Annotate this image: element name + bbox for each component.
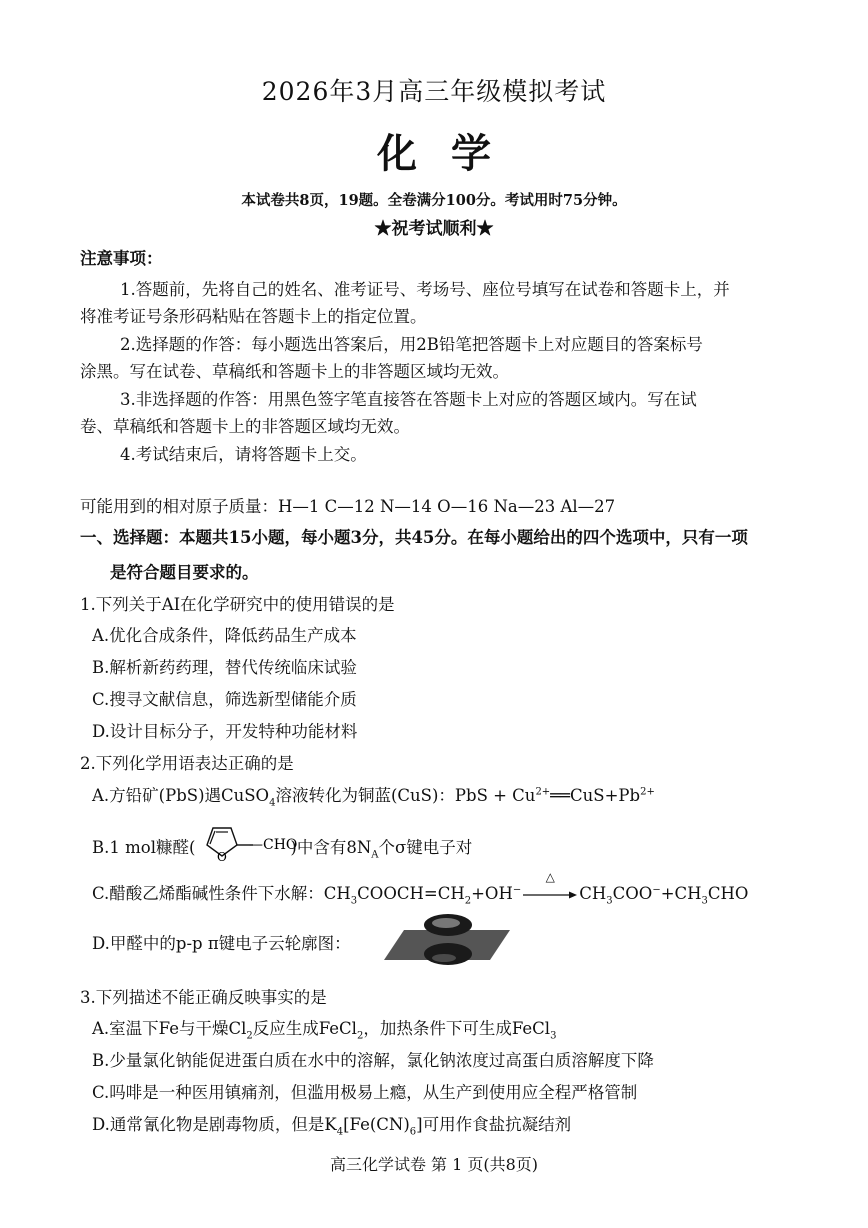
q1-option-d: D.设计目标分子，开发特种功能材料 bbox=[92, 722, 358, 741]
section1-instructions: 一、选择题：本题共15小题，每小题3分，共45分。在每小题给出的四个选项中，只有一项 bbox=[80, 528, 748, 547]
q2-option-a: A.方铅矿(PbS)遇CuSO$_4$溶液转化为铜蓝(CuS)：PbS + $Cu^{2+}══CuS+Pb^{2+}$ bbox=[92, 786, 655, 809]
q2-option-b: B.1 mol糠醛( O —CHO )中含有$8N_A$个σ键电子对 bbox=[92, 818, 472, 862]
note-line: 2.选择题的作答：每小题选出答案后，用2B铅笔把答题卡上对应题目的答案标号 bbox=[120, 335, 703, 354]
heat-symbol: △ bbox=[545, 870, 555, 884]
subject-title: 化学 bbox=[377, 130, 525, 177]
q2-option-c: C.醋酸乙烯酯碱性条件下水解：$CH_3COOCH=CH_2+OH^-$ △ $CH_3COO^-+CH_3CHO$ bbox=[92, 870, 749, 907]
q3-stem: 3.下列描述不能正确反映事实的是 bbox=[80, 988, 327, 1007]
q2-option-d: D.甲醛中的p-p π键电子云轮廓图： bbox=[92, 934, 351, 953]
heat-arrow bbox=[521, 870, 579, 903]
q1-option-a: A.优化合成条件，降低药品生产成本 bbox=[92, 626, 357, 645]
note-line: 涂黑。写在试卷、草稿纸和答题卡上的非答题区域均无效。 bbox=[80, 362, 509, 381]
good-luck-banner: ★祝考试顺利★ bbox=[374, 219, 494, 239]
q3-option-a: A.室温下Fe与干燥$Cl_2$反应生成FeCl$_2$，加热条件下可生成FeCl$_3$ bbox=[92, 1019, 557, 1042]
aldehyde-group-label: —CHO bbox=[249, 837, 298, 853]
q1-stem: 1.下列关于AI在化学研究中的使用错误的是 bbox=[80, 595, 395, 614]
section1-instructions-cont: 是符合题目要求的。 bbox=[110, 563, 259, 582]
q1-option-b: B.解析新药药理，替代传统临床试验 bbox=[92, 658, 357, 677]
note-line: 将准考证号条形码粘贴在答题卡上的指定位置。 bbox=[80, 307, 427, 326]
exam-info: 本试卷共8页，19题。全卷满分100分。考试用时75分钟。 bbox=[241, 192, 627, 209]
furfural-structure-icon bbox=[195, 818, 298, 879]
q1-option-c: C.搜寻文献信息，筛选新型储能介质 bbox=[92, 690, 357, 709]
exam-title: 2026年3月高三年级模拟考试 bbox=[261, 77, 607, 106]
note-line: 4.考试结束后，请将答题卡上交。 bbox=[120, 445, 367, 464]
notes-heading: 注意事项： bbox=[80, 249, 163, 268]
atomic-masses: 可能用到的相对原子质量：H—1 C—12 N—14 O—16 Na—23 Al—27 bbox=[80, 497, 616, 516]
note-line: 卷、草稿纸和答题卡上的非答题区域均无效。 bbox=[80, 417, 410, 436]
pi-bond-electron-cloud-image bbox=[382, 912, 512, 968]
note-line: 3.非选择题的作答：用黑色签字笔直接答在答题卡上对应的答题区域内。写在试 bbox=[120, 390, 697, 409]
page-footer: 高三化学试卷 第 1 页(共8页) bbox=[329, 1155, 539, 1174]
q3-option-d: D.通常氰化物是剧毒物质，但是$K_4[Fe(CN)_6]$可用作食盐抗凝结剂 bbox=[92, 1115, 572, 1138]
q2-stem: 2.下列化学用语表达正确的是 bbox=[80, 754, 294, 773]
note-line: 1.答题前，先将自己的姓名、准考证号、考场号、座位号填写在试卷和答题卡上，并 bbox=[120, 280, 730, 299]
q3-option-b: B.少量氯化钠能促进蛋白质在水中的溶解，氯化钠浓度过高蛋白质溶解度下降 bbox=[92, 1051, 654, 1070]
furan-oxygen-label: O bbox=[217, 850, 228, 864]
q3-option-c: C.吗啡是一种医用镇痛剂，但滥用极易上瘾，从生产到使用应全程严格管制 bbox=[92, 1083, 638, 1102]
